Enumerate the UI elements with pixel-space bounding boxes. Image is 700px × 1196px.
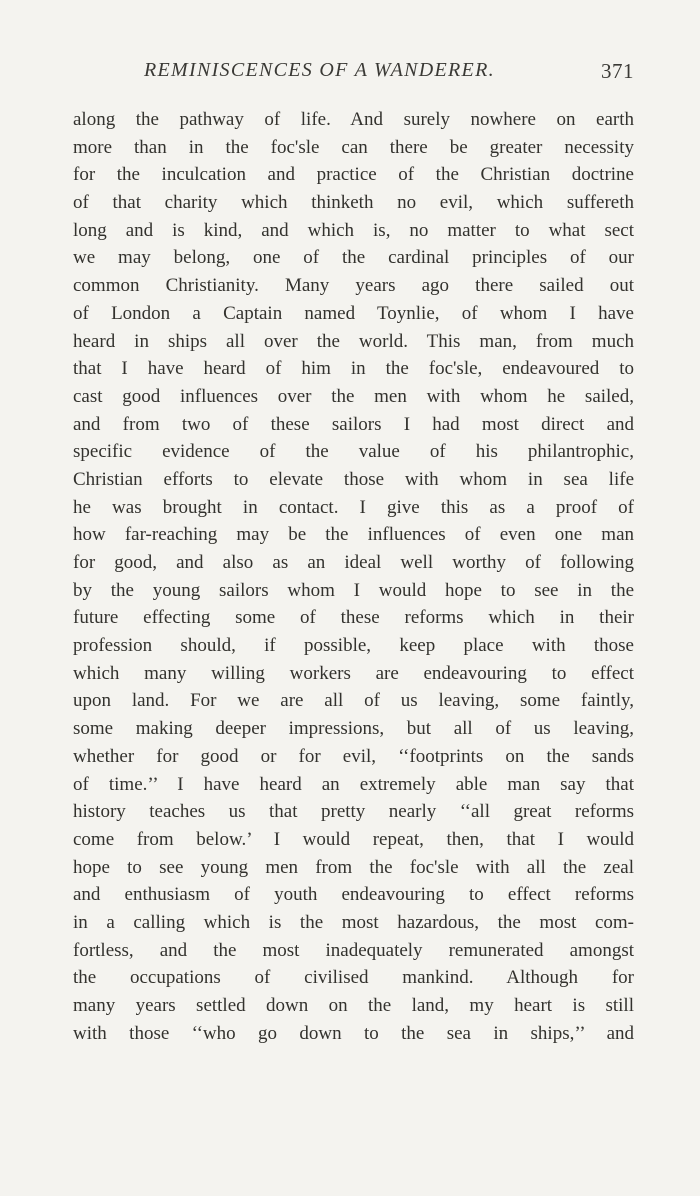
text-line: hope to see young men from the foc'sle with all the zeal: [73, 856, 634, 878]
text-line: along the pathway of life. And surely nowhere on earth: [73, 109, 634, 130]
text-line: which many willing workers are endeavouring to effect: [73, 662, 634, 684]
text-line: history teaches us that pretty nearly ‘‘all great reforms: [73, 801, 634, 823]
text-line: Christian efforts to elevate those with whom in sea life: [73, 468, 634, 490]
text-line: and from two of these sailors I had most direct and: [73, 413, 634, 435]
text-line: the occupations of civilised mankind. Although for: [73, 967, 634, 989]
text-line: profession should, if possible, keep place with those: [73, 635, 634, 657]
text-line: of London a Captain named Toynlie, of whom I have: [73, 302, 634, 324]
text-line: cast good influences over the men with whom he sailed,: [73, 385, 634, 407]
text-line: for the inculcation and practice of the Christian doctrine: [73, 164, 634, 186]
text-line: fortless, and the most inadequately remunerated amongst: [73, 939, 634, 961]
body-text: [73, 106, 634, 1047]
page-number: 371: [601, 59, 634, 83]
text-line: we may belong, one of the cardinal principles of our: [73, 247, 634, 269]
text-line: specific evidence of the value of his philantrophic,: [73, 441, 634, 463]
text-line: upon land. For we are all of us leaving, some faintly,: [73, 690, 634, 712]
text-line: future effecting some of these reforms which in their: [73, 607, 634, 629]
text-line: more than in the foc'sle can there be greater necessity: [73, 136, 634, 158]
text-line: come from below.’ I would repeat, then, that I would: [73, 828, 634, 850]
text-line: and enthusiasm of youth endeavouring to effect reforms: [73, 884, 634, 906]
text-line: with those ‘‘who go down to the sea in ships,’’ and: [73, 1022, 634, 1044]
running-title: REMINISCENCES OF A WANDERER.: [144, 59, 495, 81]
text-line: that I have heard of him in the foc'sle, endeavoured to: [73, 358, 634, 380]
page-header: [0, 56, 700, 90]
text-line: how far-reaching may be the influences of even one man: [73, 524, 634, 546]
text-line: whether for good or for evil, ‘‘footprints on the sands: [73, 745, 634, 767]
text-line: heard in ships all over the world. This man, from much: [73, 330, 634, 352]
text-line: many years settled down on the land, my heart is still: [73, 995, 634, 1016]
text-line: by the young sailors whom I would hope to see in the: [73, 579, 634, 601]
text-line: in a calling which is the most hazardous, the most com-: [73, 911, 634, 933]
text-line: of that charity which thinketh no evil, which suffereth: [73, 192, 634, 214]
text-line: some making deeper impressions, but all of us leaving,: [73, 718, 634, 740]
text-line: for good, and also as an ideal well worthy of following: [73, 552, 634, 573]
text-line: common Christianity. Many years ago there sailed out: [73, 275, 634, 297]
text-line: of time.’’ I have heard an extremely able man say that: [73, 773, 634, 795]
text-line: long and is kind, and which is, no matter to what sect: [73, 219, 634, 241]
text-line: he was brought in contact. I give this as a proof of: [73, 496, 634, 518]
